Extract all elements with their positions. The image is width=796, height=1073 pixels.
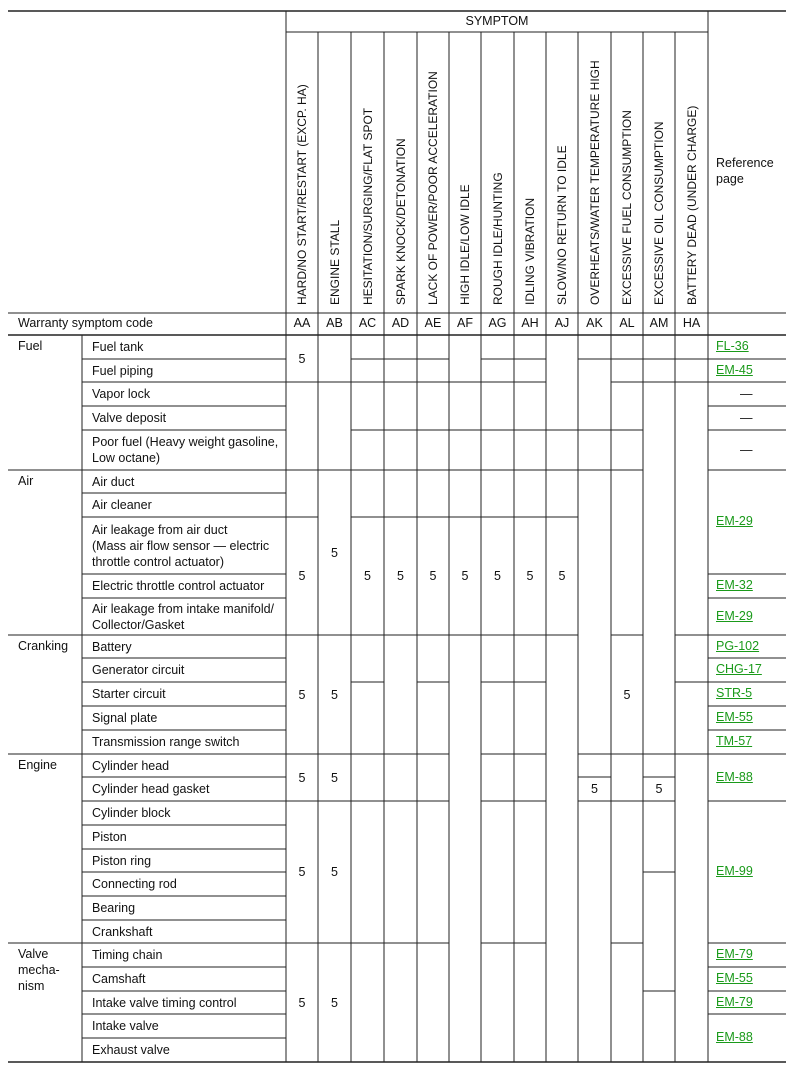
reference-link[interactable]: EM-79 xyxy=(716,994,753,1009)
symptom-value: 5 xyxy=(494,569,501,583)
reference-link[interactable]: EM-79 xyxy=(716,947,753,961)
symptom-column-header: HIGH IDLE/LOW IDLE xyxy=(458,184,472,305)
reference-link[interactable]: EM-88 xyxy=(716,1030,753,1044)
reference-link[interactable]: PG-102 xyxy=(716,638,760,653)
component-label: Cylinder head xyxy=(92,758,170,773)
symptom-column-header: ROUGH IDLE/HUNTING xyxy=(490,172,505,305)
symptom-value: 5 xyxy=(461,569,469,583)
component-label: Collector/Gasket xyxy=(92,617,185,632)
symptom-code: AF xyxy=(457,316,473,330)
component-label: Starter circuit xyxy=(92,687,166,701)
component-label: throttle control actuator) xyxy=(92,554,225,569)
symptom-value: 5 xyxy=(331,687,338,702)
reference-dash: — xyxy=(740,411,753,425)
symptom-column-header: BATTERY DEAD (UNDER CHARGE) xyxy=(684,105,699,305)
symptom-code: AG xyxy=(488,316,507,330)
component-label: Crankshaft xyxy=(92,924,153,939)
reference-link[interactable]: EM-29 xyxy=(716,514,753,528)
symptom-value: 5 xyxy=(331,545,338,560)
component-label: Piston xyxy=(92,830,127,844)
symptom-column-header: HARD/NO START/RESTART (EXCP. HA) xyxy=(295,84,309,305)
warranty-code-label: Warranty symptom code xyxy=(18,316,153,330)
symptom-value: 5 xyxy=(655,782,663,796)
component-label: Fuel tank xyxy=(92,340,144,354)
symptom-value: 5 xyxy=(591,782,598,796)
symptom-column-header: SLOW/NO RETURN TO IDLE xyxy=(555,145,569,305)
component-label: Air cleaner xyxy=(92,498,152,512)
symptom-column-header: LACK OF POWER/POOR ACCELERATION xyxy=(426,71,440,305)
reference-link[interactable]: EM-45 xyxy=(716,362,753,377)
component-label: Poor fuel (Heavy weight gasoline, xyxy=(92,435,279,449)
reference-link[interactable]: EM-88 xyxy=(716,769,753,784)
symptom-header: SYMPTOM xyxy=(465,14,529,28)
symptom-value: 5 xyxy=(331,770,338,785)
reference-link[interactable]: EM-32 xyxy=(716,578,753,592)
symptom-code: AH xyxy=(521,316,539,330)
group-label: Valve xyxy=(18,947,49,961)
component-label: Vapor lock xyxy=(92,387,151,401)
component-label: (Mass air flow sensor — electric xyxy=(92,538,270,553)
symptom-code: AL xyxy=(619,316,635,330)
symptom-value: 5 xyxy=(331,995,338,1010)
component-label: Piston ring xyxy=(92,853,152,868)
component-label: Intake valve xyxy=(92,1019,159,1033)
symptom-code: HA xyxy=(682,316,701,330)
symptom-column-header: EXCESSIVE FUEL CONSUMPTION xyxy=(620,110,634,305)
component-label: Air leakage from air duct xyxy=(92,522,228,537)
symptom-code: AC xyxy=(358,316,377,330)
symptom-code: AK xyxy=(586,316,603,330)
symptom-value: 5 xyxy=(364,569,371,583)
symptom-column-header: EXCESSIVE OIL CONSUMPTION xyxy=(652,121,666,305)
symptom-value: 5 xyxy=(298,865,306,879)
reference-dash: — xyxy=(740,443,753,457)
component-label: Low octane) xyxy=(92,451,161,465)
symptom-value: 5 xyxy=(558,569,566,583)
component-label: Cylinder head gasket xyxy=(92,782,210,796)
component-label: Air duct xyxy=(92,474,135,489)
symptom-column-header: OVERHEATS/WATER TEMPERATURE HIGH xyxy=(587,60,602,305)
reference-link[interactable]: FL-36 xyxy=(716,339,749,353)
component-label: Electric throttle control actuator xyxy=(92,579,265,593)
symptom-value: 5 xyxy=(397,569,404,583)
group-label: Engine xyxy=(18,758,57,772)
symptom-value: 5 xyxy=(298,351,306,366)
symptom-value: 5 xyxy=(331,865,338,879)
reference-link[interactable]: EM-29 xyxy=(716,608,753,623)
component-label: Transmission range switch xyxy=(92,735,240,749)
component-label: Connecting rod xyxy=(92,877,177,891)
symptom-column-header: SPARK KNOCK/DETONATION xyxy=(393,138,408,305)
symptom-value: 5 xyxy=(298,569,306,583)
symptom-value: 5 xyxy=(298,687,306,702)
symptom-column-header: ENGINE STALL xyxy=(327,219,342,305)
component-label: Timing chain xyxy=(92,948,163,962)
reference-link[interactable]: TM-57 xyxy=(716,734,753,748)
symptom-value: 5 xyxy=(429,569,437,583)
symptom-code: AJ xyxy=(554,316,570,330)
reference-dash: — xyxy=(740,387,753,401)
group-label: Fuel xyxy=(18,339,43,353)
component-label: Generator circuit xyxy=(92,663,185,677)
symptom-code: AM xyxy=(649,316,669,330)
reference-link[interactable]: EM-55 xyxy=(716,710,753,724)
component-label: Camshaft xyxy=(92,972,146,986)
reference-link[interactable]: EM-99 xyxy=(716,864,753,878)
symptom-code: AD xyxy=(391,316,410,330)
reference-link[interactable]: EM-55 xyxy=(716,971,753,985)
group-label: Air xyxy=(18,474,34,488)
symptom-column-header: IDLING VIBRATION xyxy=(523,197,537,305)
symptom-value: 5 xyxy=(298,995,306,1010)
component-label: Battery xyxy=(92,639,132,654)
component-label: Exhaust valve xyxy=(92,1043,170,1057)
component-label: Signal plate xyxy=(92,711,158,725)
component-label: Intake valve timing control xyxy=(92,995,237,1010)
component-label: Cylinder block xyxy=(92,806,171,820)
reference-link[interactable]: STR-5 xyxy=(716,686,753,700)
reference-page-header: Reference page xyxy=(716,156,774,186)
component-label: Fuel piping xyxy=(92,363,154,378)
group-label: nism xyxy=(18,979,45,993)
component-label: Bearing xyxy=(92,901,136,915)
symptom-code: AA xyxy=(293,316,311,330)
component-label: Air leakage from intake manifold/ xyxy=(92,601,275,616)
symptom-column-header: HESITATION/SURGING/FLAT SPOT xyxy=(360,107,375,305)
symptom-code: AE xyxy=(424,316,442,330)
group-label: mecha- xyxy=(18,963,60,977)
symptom-code: AB xyxy=(326,316,343,330)
group-label: Cranking xyxy=(18,639,69,653)
reference-link[interactable]: CHG-17 xyxy=(716,662,762,676)
symptom-value: 5 xyxy=(623,687,631,702)
component-label: Valve deposit xyxy=(92,411,167,425)
symptom-value: 5 xyxy=(526,569,534,583)
symptom-value: 5 xyxy=(298,770,306,785)
